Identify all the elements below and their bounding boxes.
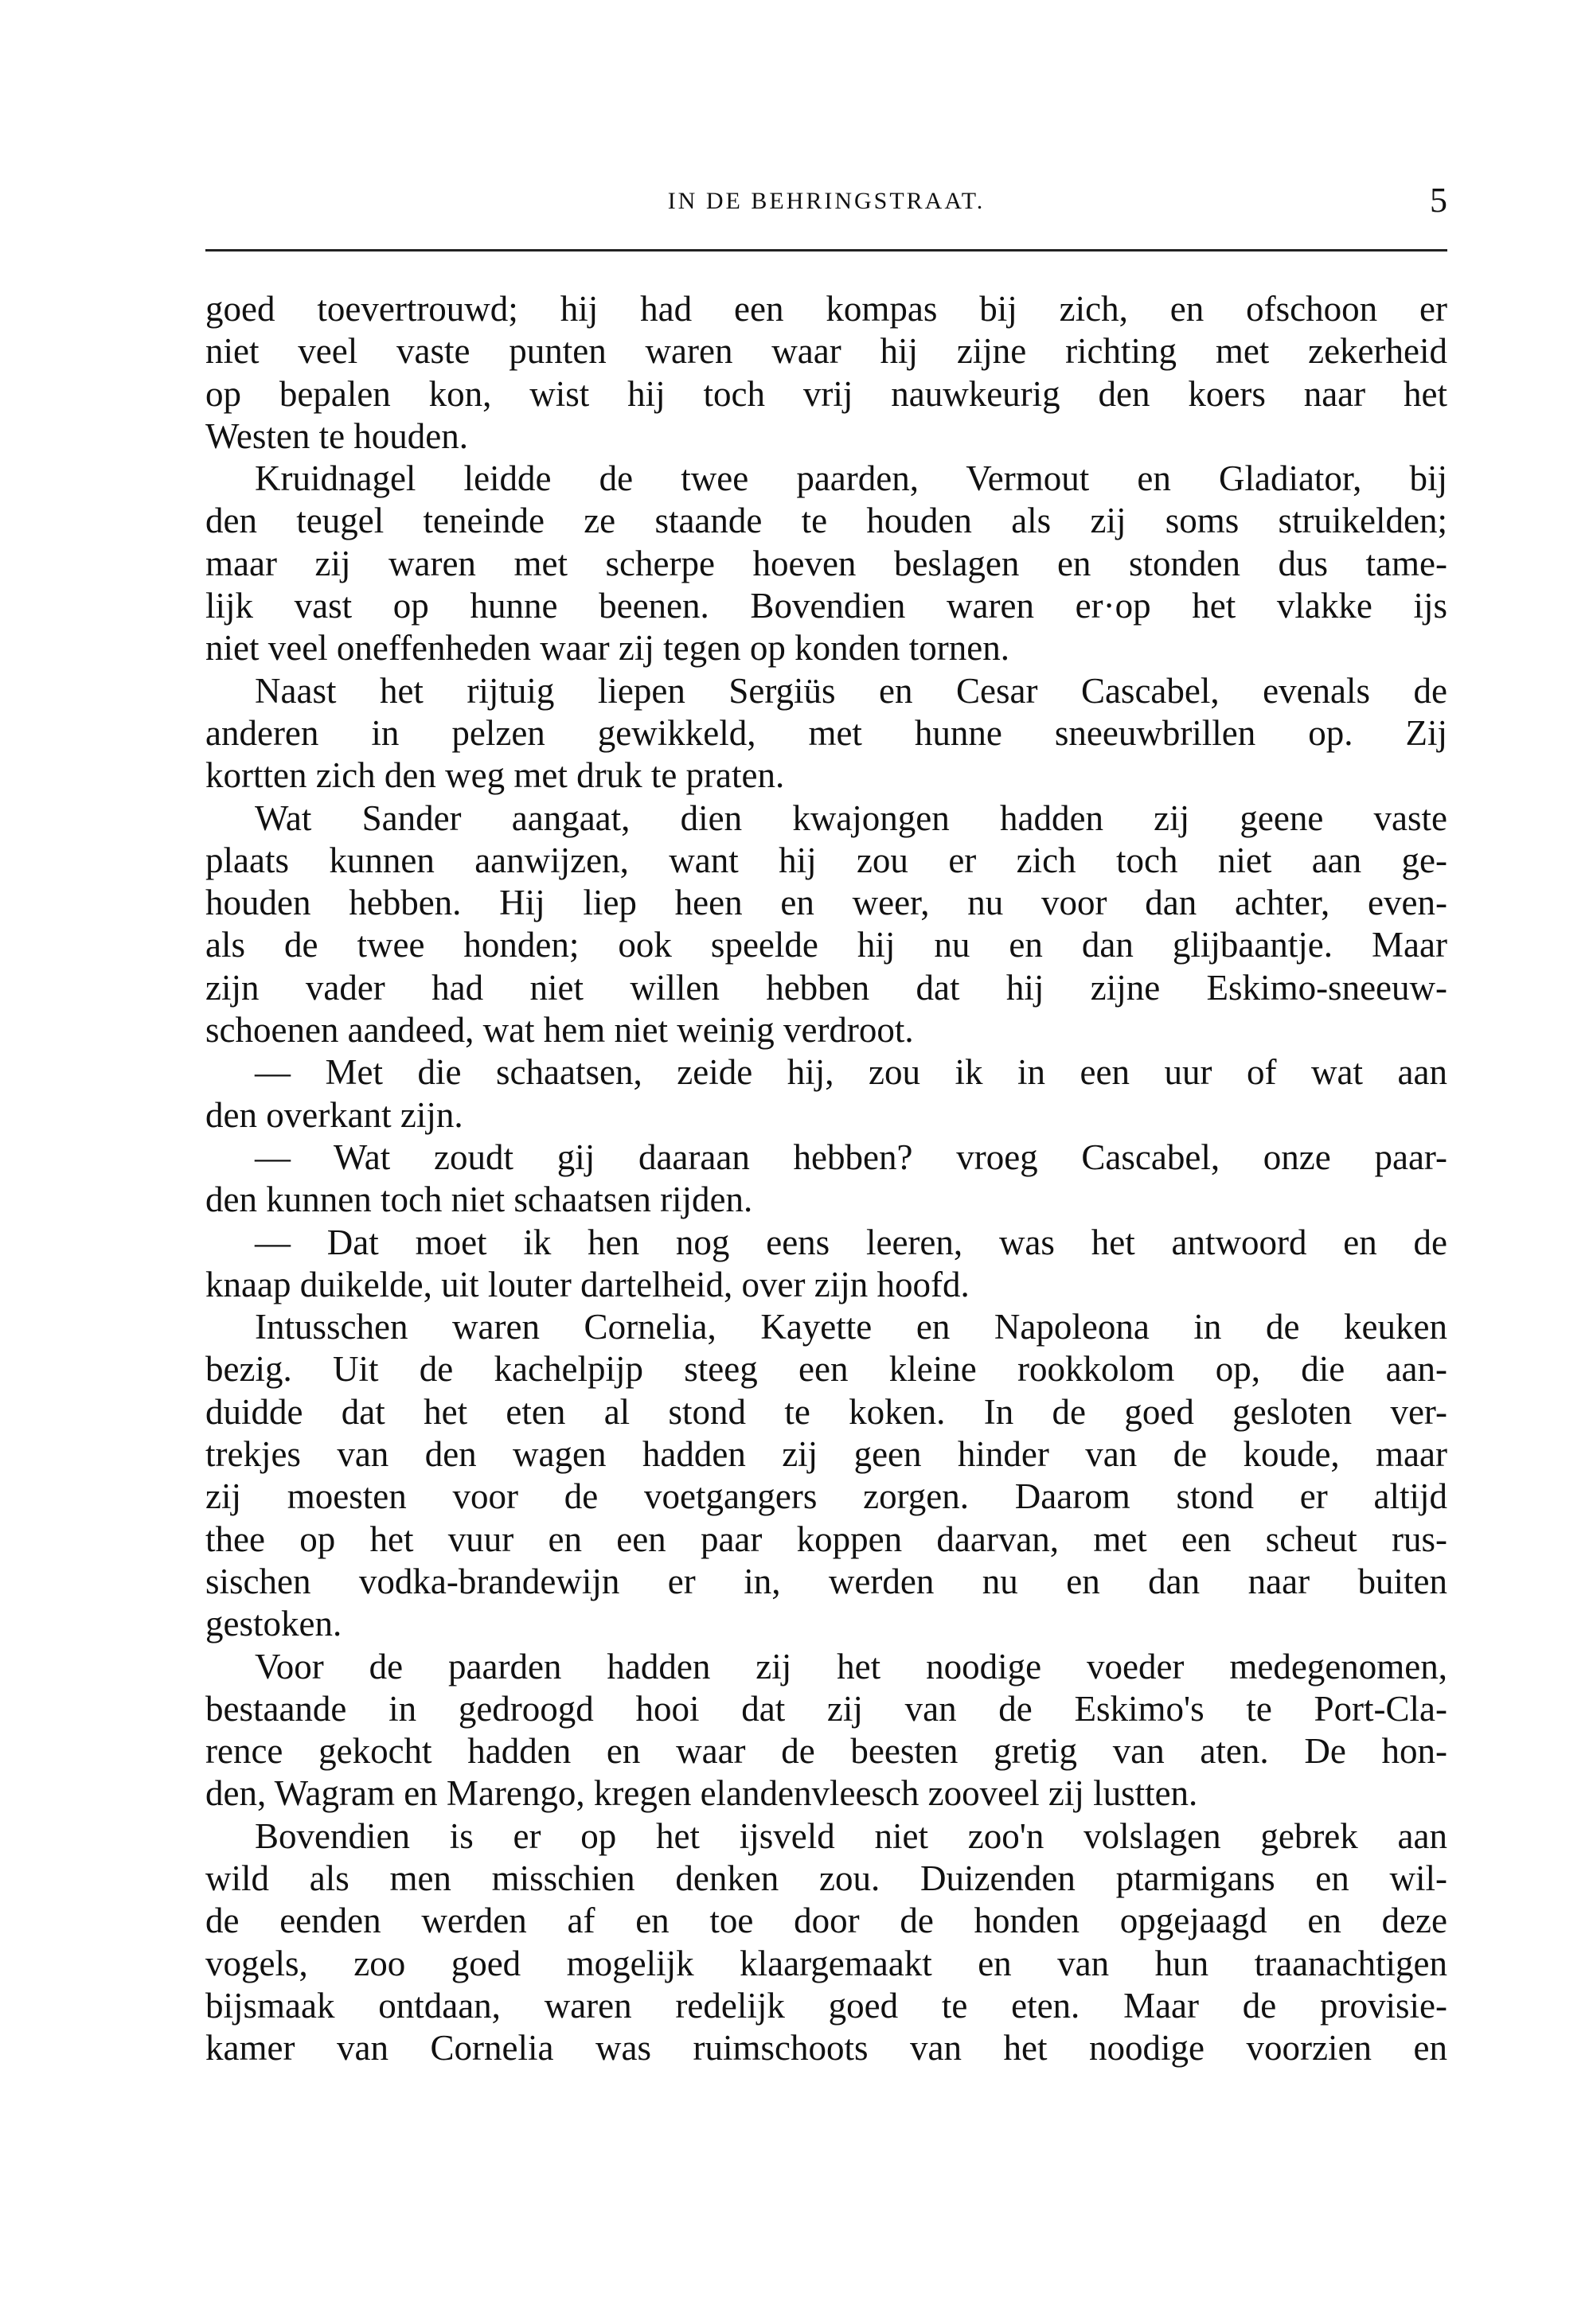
text-line: op bepalen kon, wist hij toch vrij nauwkeurig den koers naar het <box>205 373 1447 414</box>
text-line: Westen te houden. <box>205 415 469 456</box>
text-line: rence gekocht hadden en waar de beesten gretig van aten. De hon- <box>205 1731 1447 1772</box>
text-line: Wat Sander aangaat, dien kwajongen hadden zij geene vaste <box>255 797 1447 838</box>
text-line: den teugel teneinde ze staande te houden als zij soms struikelden; <box>205 501 1447 541</box>
text-line: niet veel oneffenheden waar zij tegen op konden tornen. <box>205 628 1010 669</box>
text-line: goed toevertrouwd; hij had een kompas bij zich, en ofschoon er <box>205 289 1447 329</box>
text-line: Kruidnagel leidde de twee paarden, Vermout en Gladiator, bij <box>255 458 1447 499</box>
text-line: trekjes van den wagen hadden zij geen hinder van de koude, maar <box>205 1434 1447 1475</box>
text-line: bijsmaak ontdaan, waren redelijk goed te eten. Maar de provisie- <box>205 1985 1447 2026</box>
text-line: de eenden werden af en toe door de honden opgejaagd en deze <box>205 1901 1447 1941</box>
text-line: kamer van Cornelia was ruimschoots van het noodige voorzien en <box>205 2028 1447 2069</box>
text-line: duidde dat het eten al stond te koken. In de goed gesloten ver- <box>205 1391 1447 1432</box>
text-line: kortten zich den weg met druk te praten. <box>205 755 785 796</box>
text-line: plaats kunnen aanwijzen, want hij zou er zich toch niet aan ge- <box>205 840 1447 880</box>
running-title: IN DE BEHRINGSTRAAT. <box>667 188 986 214</box>
text-line: den kunnen toch niet schaatsen rijden. <box>205 1180 753 1220</box>
text-line: vogels, zoo goed mogelijk klaargemaakt en van hun traanachtigen <box>205 1943 1447 1983</box>
text-line: sischen vodka-brandewijn er in, werden nu en dan naar buiten <box>205 1561 1447 1601</box>
text-line: schoenen aandeed, wat hem niet weinig verdroot. <box>205 1010 914 1051</box>
page-number: 5 <box>1430 181 1447 220</box>
text-line: thee op het vuur en een paar koppen daarvan, met een scheut rus- <box>205 1519 1447 1559</box>
page-body-text <box>205 288 1447 2069</box>
text-line: gestoken. <box>205 1604 342 1644</box>
text-line: Voor de paarden hadden zij het noodige voeder medegenomen, <box>255 1646 1447 1686</box>
text-line: den overkant zijn. <box>205 1094 463 1135</box>
text-line: zij moesten voor de voetgangers zorgen. Daarom stond er altijd <box>205 1476 1447 1517</box>
text-line: maar zij waren met scherpe hoeven beslagen en stonden dus tame- <box>205 543 1447 583</box>
text-line: Bovendien is er op het ijsveld niet zoo'n volslagen gebrek aan <box>255 1815 1447 1856</box>
text-line: anderen in pelzen gewikkeld, met hunne sneeuwbrillen op. Zij <box>205 712 1447 753</box>
text-line: — Dat moet ik hen nog eens leeren, was het antwoord en de <box>255 1222 1447 1262</box>
text-line: wild als men misschien denken zou. Duizenden ptarmigans en wil- <box>205 1858 1447 1898</box>
text-line: Naast het rijtuig liepen Sergiüs en Cesar Cascabel, evenals de <box>255 670 1447 711</box>
text-line: zijn vader had niet willen hebben dat hij zijne Eskimo-sneeuw- <box>205 967 1447 1008</box>
running-header <box>205 181 1447 229</box>
text-line: den, Wagram en Marengo, kregen elandenvleesch zooveel zij lustten. <box>205 1773 1198 1814</box>
text-line: als de twee honden; ook speelde hij nu en dan glijbaantje. Maar <box>205 925 1447 965</box>
text-line: lijk vast op hunne beenen. Bovendien waren er·op het vlakke ijs <box>205 586 1447 626</box>
text-line: bestaande in gedroogd hooi dat zij van de Eskimo's te Port-Cla- <box>205 1688 1447 1729</box>
text-line: knaap duikelde, uit louter dartelheid, over zijn hoofd. <box>205 1264 970 1304</box>
text-line: niet veel vaste punten waren waar hij zijne richting met zekerheid <box>205 331 1447 372</box>
text-line: — Met die schaatsen, zeide hij, zou ik in een uur of wat aan <box>255 1052 1447 1093</box>
text-line: houden hebben. Hij liep heen en weer, nu voor dan achter, even- <box>205 883 1447 923</box>
text-line: Intusschen waren Cornelia, Kayette en Napoleona in de keuken <box>255 1307 1447 1347</box>
text-line: bezig. Uit de kachelpijp steeg een kleine rookkolom op, die aan- <box>205 1349 1447 1390</box>
header-rule <box>205 249 1447 252</box>
text-line: — Wat zoudt gij daaraan hebben? vroeg Cascabel, onze paar- <box>255 1137 1447 1177</box>
